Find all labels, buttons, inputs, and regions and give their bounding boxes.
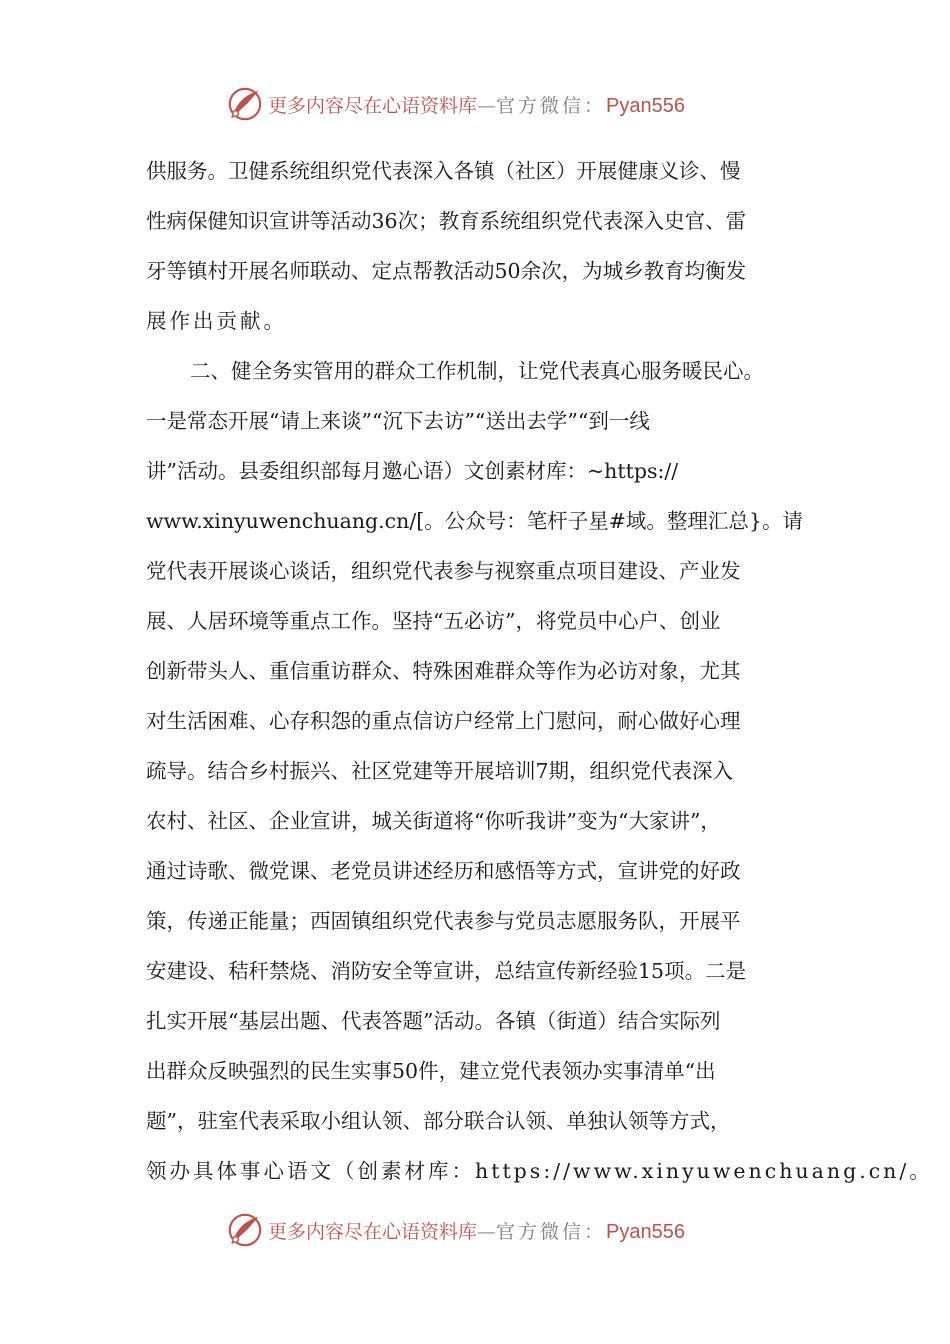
banner-text [268, 91, 685, 118]
text-line: 疏导。结合乡村振兴、社区党建等开展培训7期，组织党代表深入 [146, 759, 734, 783]
text-line: 策，传递正能量；西固镇组织党代表参与党员志愿服务队，开展平 [146, 909, 741, 933]
text-line: 扎实开展“基层出题、代表答题”活动。各镇（街道）结合实际列 [146, 1009, 721, 1033]
text-line: 安建设、秸秆禁烧、消防安全等宣讲，总结宣传新经验15项。二是 [146, 959, 747, 983]
text-line: 讲”活动。县委组织部每月邀心语）文创素材库：~https:// [146, 459, 679, 483]
text-line: 出群众反映强烈的民生实事50件，建立党代表领办实事清单“出 [146, 1059, 716, 1083]
banner-dash: — [477, 94, 497, 117]
banner-dash: — [477, 1220, 497, 1243]
quill-logo-icon [226, 1211, 264, 1249]
text-line: 二、健全务实管用的群众工作机制，让党代表真心服务暖民心。 [190, 359, 764, 383]
banner-account: Pyan556 [606, 94, 685, 117]
text-line: 农村、社区、企业宣讲，城关街道将“你听我讲”变为“大家讲”， [146, 809, 721, 833]
text-line: 一是常态开展“请上来谈”“沉下去访”“送出去学”“到一线 [146, 409, 650, 433]
footer-banner [226, 1208, 746, 1252]
text-line: www.xinyuwenchuang.cn/[。公众号：笔杆子星#域。整理汇总}。请 [146, 509, 803, 533]
quill-logo-icon [226, 85, 264, 123]
text-line: 供服务。卫健系统组织党代表深入各镇（社区）开展健康义诊、慢 [146, 159, 741, 183]
text-line: 创新带头人、重信重访群众、特殊困难群众等作为必访对象，尤其 [146, 659, 741, 683]
text-line: 题”，驻室代表采取小组认领、部分联合认领、单独认领等方式， [146, 1109, 731, 1133]
text-line: 牙等镇村开展名师联动、定点帮教活动50余次，为城乡教育均衡发 [146, 259, 747, 283]
text-line: 对生活困难、心存积怨的重点信访户经常上门慰问，耐心做好心理 [146, 709, 741, 733]
text-line: 党代表开展谈心谈话，组织党代表参与视察重点项目建设、产业发 [146, 559, 741, 583]
banner-wechat-label: 官方微信： [496, 1220, 607, 1243]
paragraph [146, 146, 810, 346]
text-line: 性病保健知识宣讲等活动36次；教育系统组织党代表深入史官、雷 [146, 209, 747, 233]
paragraph [146, 346, 933, 1196]
banner-prefix: 更多内容尽在心语资料库 [268, 94, 478, 117]
header-banner [226, 82, 746, 126]
document-body [146, 146, 933, 1196]
text-line: 展作出贡献。 [146, 309, 287, 333]
text-line: 通过诗歌、微党课、老党员讲述经历和感悟等方式，宣讲党的好政 [146, 859, 741, 883]
banner-text [268, 1217, 685, 1244]
banner-wechat-label: 官方微信： [496, 94, 607, 117]
text-line: 展、人居环境等重点工作。坚持“五必访”，将党员中心户、创业 [146, 609, 721, 633]
text-line: 领办具体事心语文（创素材库：https://www.xinyuwenchuang.cn/。 [146, 1159, 933, 1183]
banner-account: Pyan556 [606, 1220, 685, 1243]
banner-prefix: 更多内容尽在心语资料库 [268, 1220, 478, 1243]
